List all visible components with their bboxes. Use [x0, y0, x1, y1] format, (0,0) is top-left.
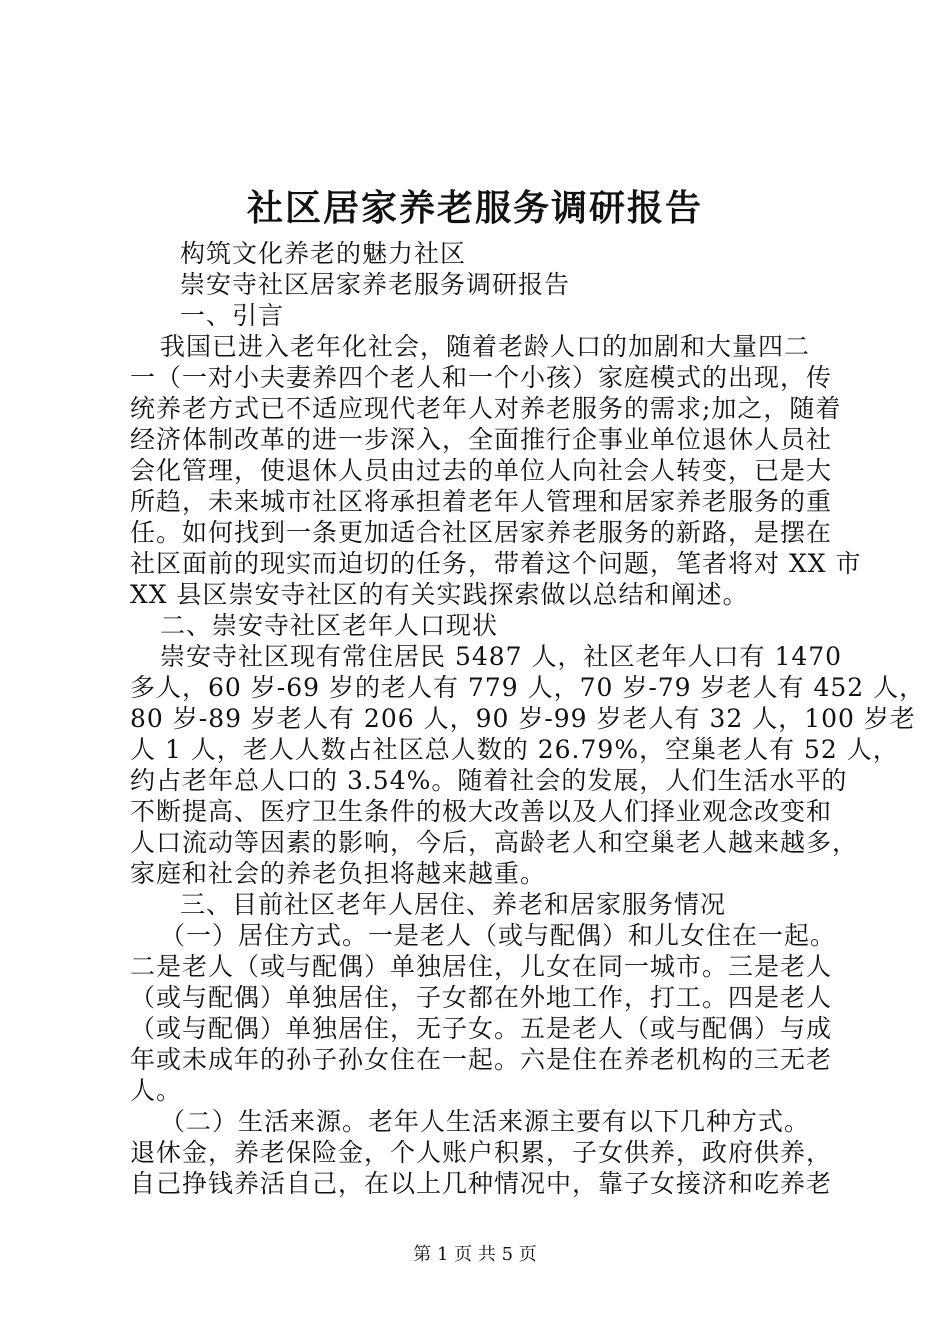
paragraph-line: 一（一对小夫妻养四个老人和一个小孩）家庭模式的出现，传: [130, 363, 833, 392]
paragraph-line: （或与配偶）单独居住，无子女。五是老人（或与配偶）与成: [130, 1014, 833, 1043]
section-heading: 二、崇安寺社区老年人口现状: [160, 611, 499, 640]
paragraph-line: 80 岁-89 岁老人有 206 人，90 岁-99 岁老人有 32 人，100 岁老: [130, 704, 916, 733]
paragraph-line: 崇安寺社区现有常住居民 5487 人，社区老年人口有 1470: [160, 642, 843, 671]
paragraph-line: 任。如何找到一条更加适合社区居家养老服务的新路，是摆在: [130, 518, 833, 547]
section-heading: 三、目前社区老年人居住、养老和居家服务情况: [180, 890, 727, 919]
paragraph-line: 二是老人（或与配偶）单独居住，儿女在同一城市。三是老人: [130, 952, 833, 981]
paragraph-line: 人口流动等因素的影响，今后，高龄老人和空巢老人越来越多，: [130, 828, 859, 857]
paragraph-line: 我国已进入老年化社会，随着老龄人口的加剧和大量四二: [160, 332, 811, 361]
document-title: 社区居家养老服务调研报告: [246, 187, 703, 229]
paragraph-line: （或与配偶）单独居住，子女都在外地工作，打工。四是老人: [130, 983, 833, 1012]
paragraph-line: 家庭和社会的养老负担将越来越重。: [130, 859, 547, 888]
paragraph-line: XX 县区崇安寺社区的有关实践探索做以总结和阐述。: [130, 580, 749, 609]
subtitle-line: 构筑文化养老的魅力社区: [180, 239, 467, 268]
paragraph-line: 社区面前的现实而迫切的任务，带着这个问题，笔者将对 XX 市: [130, 549, 862, 578]
paragraph-line: 不断提高、医疗卫生条件的极大改善以及人们择业观念改变和: [130, 797, 833, 826]
paragraph-line: （一）居住方式。一是老人（或与配偶）和儿女住在一起。: [160, 921, 837, 950]
paragraph-line: 人 1 人，老人人数占社区总人数的 26.79%，空巢老人有 52 人，: [130, 735, 899, 764]
page-footer: 第 1 页 共 5 页: [413, 1244, 537, 1265]
paragraph-line: （二）生活来源。老年人生活来源主要有以下几种方式。: [160, 1107, 811, 1136]
paragraph-line: 多人，60 岁-69 岁的老人有 779 人，70 岁-79 岁老人有 452 人，: [130, 673, 926, 702]
subtitle-line: 崇安寺社区居家养老服务调研报告: [180, 270, 571, 299]
paragraph-line: 所趋，未来城市社区将承担着老年人管理和居家养老服务的重: [130, 487, 833, 516]
paragraph-line: 约占老年总人口的 3.54%。随着社会的发展，人们生活水平的: [130, 766, 848, 795]
paragraph-line: 年或未成年的孙子孙女住在一起。六是住在养老机构的三无老: [130, 1045, 833, 1074]
paragraph-line: 会化管理，使退休人员由过去的单位人向社会人转变，已是大: [130, 456, 833, 485]
paragraph-line: 退休金，养老保险金，个人账户积累，子女供养，政府供养，: [130, 1138, 833, 1167]
paragraph-line: 人。: [130, 1076, 183, 1105]
paragraph-line: 经济体制改革的进一步深入，全面推行企事业单位退休人员社: [130, 425, 833, 454]
section-heading: 一、引言: [180, 301, 285, 330]
paragraph-line: 自己挣钱养活自己，在以上几种情况中，靠子女接济和吃养老: [130, 1169, 833, 1198]
paragraph-line: 统养老方式已不适应现代老年人对养老服务的需求;加之，随着: [130, 394, 842, 423]
